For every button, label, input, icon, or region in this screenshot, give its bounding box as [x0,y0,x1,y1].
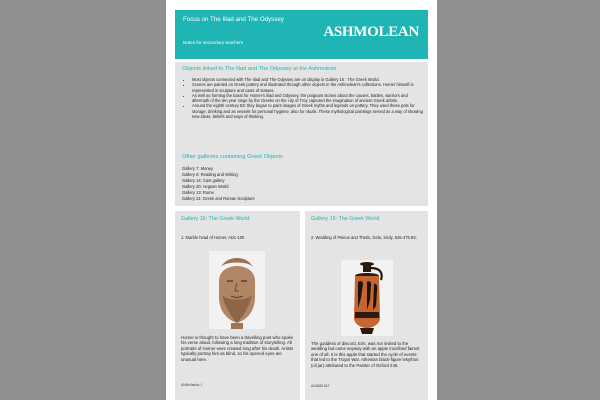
lekythos-vase-image [341,260,393,336]
gallery-item: Gallery 14: Cast gallery [182,178,225,183]
homer-panel-heading: Gallery 16: The Greek World [181,216,250,222]
galleries-heading: Other galleries containing Greek Objects [182,154,283,160]
homer-head-image [209,251,265,329]
header-banner [175,10,428,59]
vase-caption: 2. Wedding of Peleus and Thetis, Gela, Sicily, 525-475 BC [311,235,417,240]
objects-bullet-list [181,77,426,119]
gallery-item: Gallery 20: Aegean World [182,184,229,189]
bullet-item: • Most objects connected with The Iliad and The Odyssey are on display in Gallery 16 : The Greek World. [192,77,426,82]
homer-description: Homer is thought to have been a travelling poet who spoke his verse aloud, following a long tradition of storytelling. All portraits of Homer were created long after his death. Artists typically portray him as blind, so his opened eyes are unusual here. [181,335,294,362]
gallery-item: Gallery 13: Rome [182,190,214,195]
galleries-list [182,166,255,202]
homer-accession-number: ANMichaelis.1 [181,383,203,387]
vase-panel [305,211,428,400]
homer-caption: 1. Marble head of Homer, AD1-100 [181,235,245,240]
bullet-item: • Around the eighth century BC they began to paint images of Greek myths and legends on pottery. They used these pots for storage, drinking and as vessels for personal hygiene, also for rituals. These mythological paintings served as a way of showing new ideas, beliefs and ways of thinking. [192,103,426,119]
gallery-item: Gallery 7: Money [182,166,213,171]
vase-accession-number: AN1885.612 [311,384,330,388]
ashmolean-logo: ASHMOLEAN [323,24,419,40]
objects-section [175,62,428,206]
gallery-item: Gallery 6: Reading and Writing [182,172,238,177]
gallery-item: Gallery 21: Greek and Roman Sculpture [182,196,255,201]
vase-description: The goddess of discord, Eris, was not invited to the wedding but came anyway with an apple inscribed fairest one of all. It is this apple that started the cycle of events that led to the Trojan War. Athenian black-figure lekythos (oil jar) attributed to the Painter of Oxford 245. [311,341,420,368]
document-title: Focus on The Iliad and The Odyssey [183,16,284,23]
objects-heading: Objects linked to The Iliad and The Odyssey at the Ashmolean [182,66,337,72]
document-subtitle: Notes for secondary teachers [183,40,244,45]
document-page [166,0,437,400]
vase-panel-heading: Gallery 16: The Greek World [311,216,380,222]
bullet-item: • Scenes are painted on Greek pottery and illustrated through other objects in the Ashmolean's collections. Homer himself is represented in sculpture and casts of statues. [192,82,426,93]
bullet-item: • As well as forming the basis for Homer's Iliad and Odyssey, the poignant stories about the causes, battles, warriors and aftermath of the ten year siege by the Greeks on the city of Troy captured the imagination of ancient Greek artists. [192,93,426,104]
homer-panel [175,211,300,400]
